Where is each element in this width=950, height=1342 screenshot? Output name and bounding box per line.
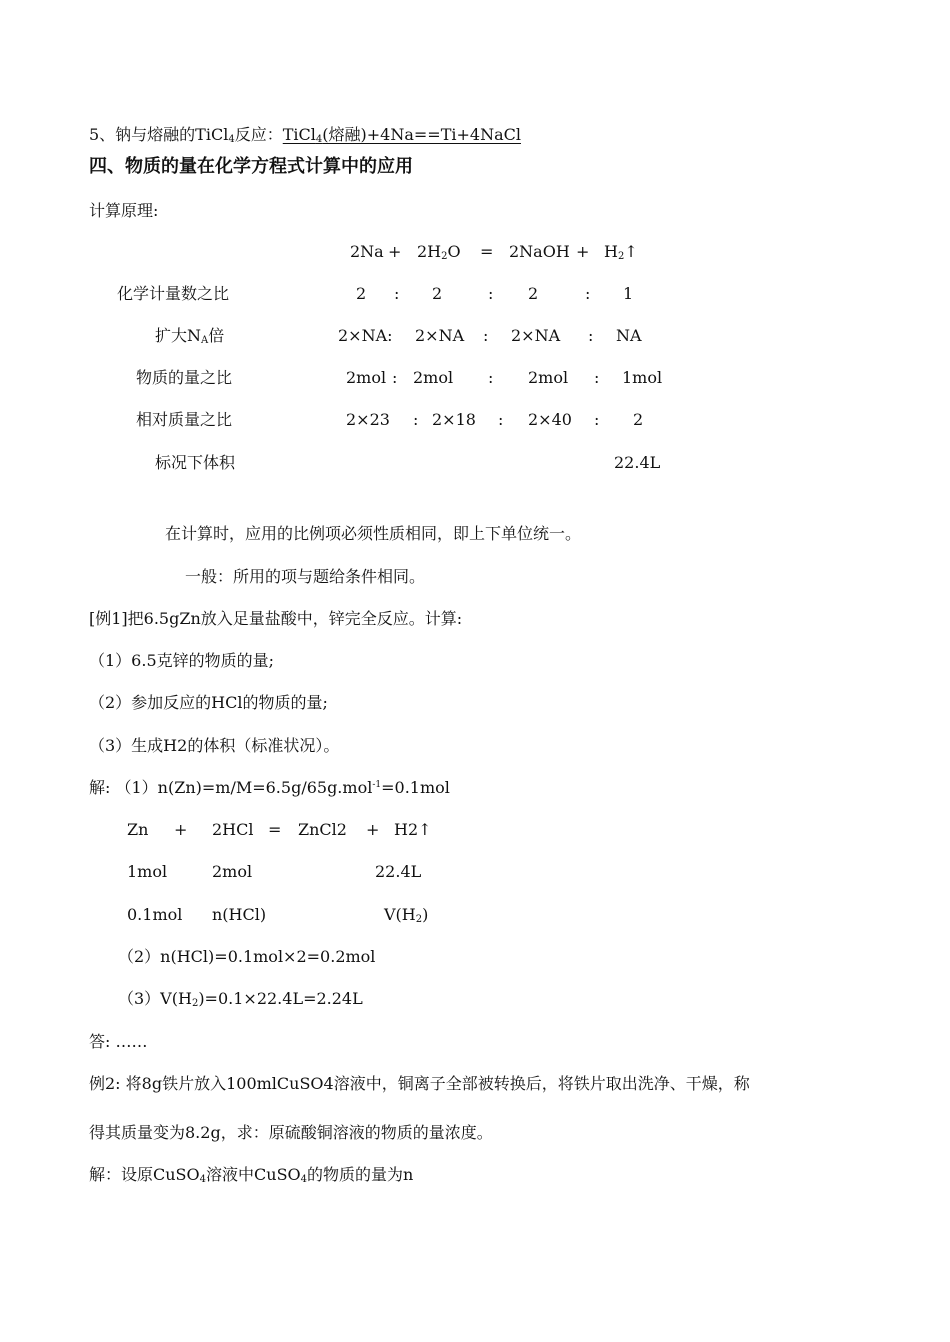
example2-line2: 得其质量变为8.2g，求：原硫酸铜溶液的物质的量浓度。 — [89, 1123, 493, 1142]
example1-solution-1: 解: （1）n(Zn)=m/M=6.5g/65g.mol$^{-1}$=0.1mol — [89, 778, 450, 797]
note-units: 在计算时，应用的比例项必须性质相同，即上下单位统一。 — [165, 524, 582, 543]
example1-title: [例1]把6.5gZn放入足量盐酸中，锌完全反应。计算: — [89, 609, 463, 628]
note-general: 一般：所用的项与题给条件相同。 — [185, 567, 426, 586]
reaction-prefix: 5、钠与熔融的TiCl — [89, 125, 229, 144]
example1-q1: （1）6.5克锌的物质的量; — [89, 651, 275, 670]
example1-final-answer: 答: …… — [89, 1032, 148, 1051]
example1-answer-2: （2）n(HCl)=0.1mol×2=0.2mol — [118, 947, 376, 966]
reaction-line-5: 5、钠与熔融的TiCl$_4$反应：TiCl$_4$(熔融)+4Na==Ti+4NaCl — [89, 125, 521, 145]
example2-line1: 例2: 将8g铁片放入100mlCuSO4溶液中，铜离子全部被转换后，将铁片取出洗净、干燥，称 — [89, 1074, 750, 1093]
example1-answer-3: $(3)V(H_2)=0.1\times 22.4L=2.24L$ — [118, 989, 363, 1009]
section-title: 四、物质的量在化学方程式计算中的应用 — [89, 156, 413, 177]
principle-label: 计算原理: — [89, 201, 159, 220]
reaction-equation: TiCl$_4$(熔融)+4Na==Ti+4NaCl — [282, 125, 521, 145]
example1-q2: （2）参加反应的HCl的物质的量; — [89, 693, 328, 712]
example1-q3: （3）生成H2的体积（标准状况）。 — [89, 736, 340, 755]
example2-solution: 解：设原CuSO$_4$溶液中CuSO$_4$的物质的量为n — [89, 1165, 414, 1185]
